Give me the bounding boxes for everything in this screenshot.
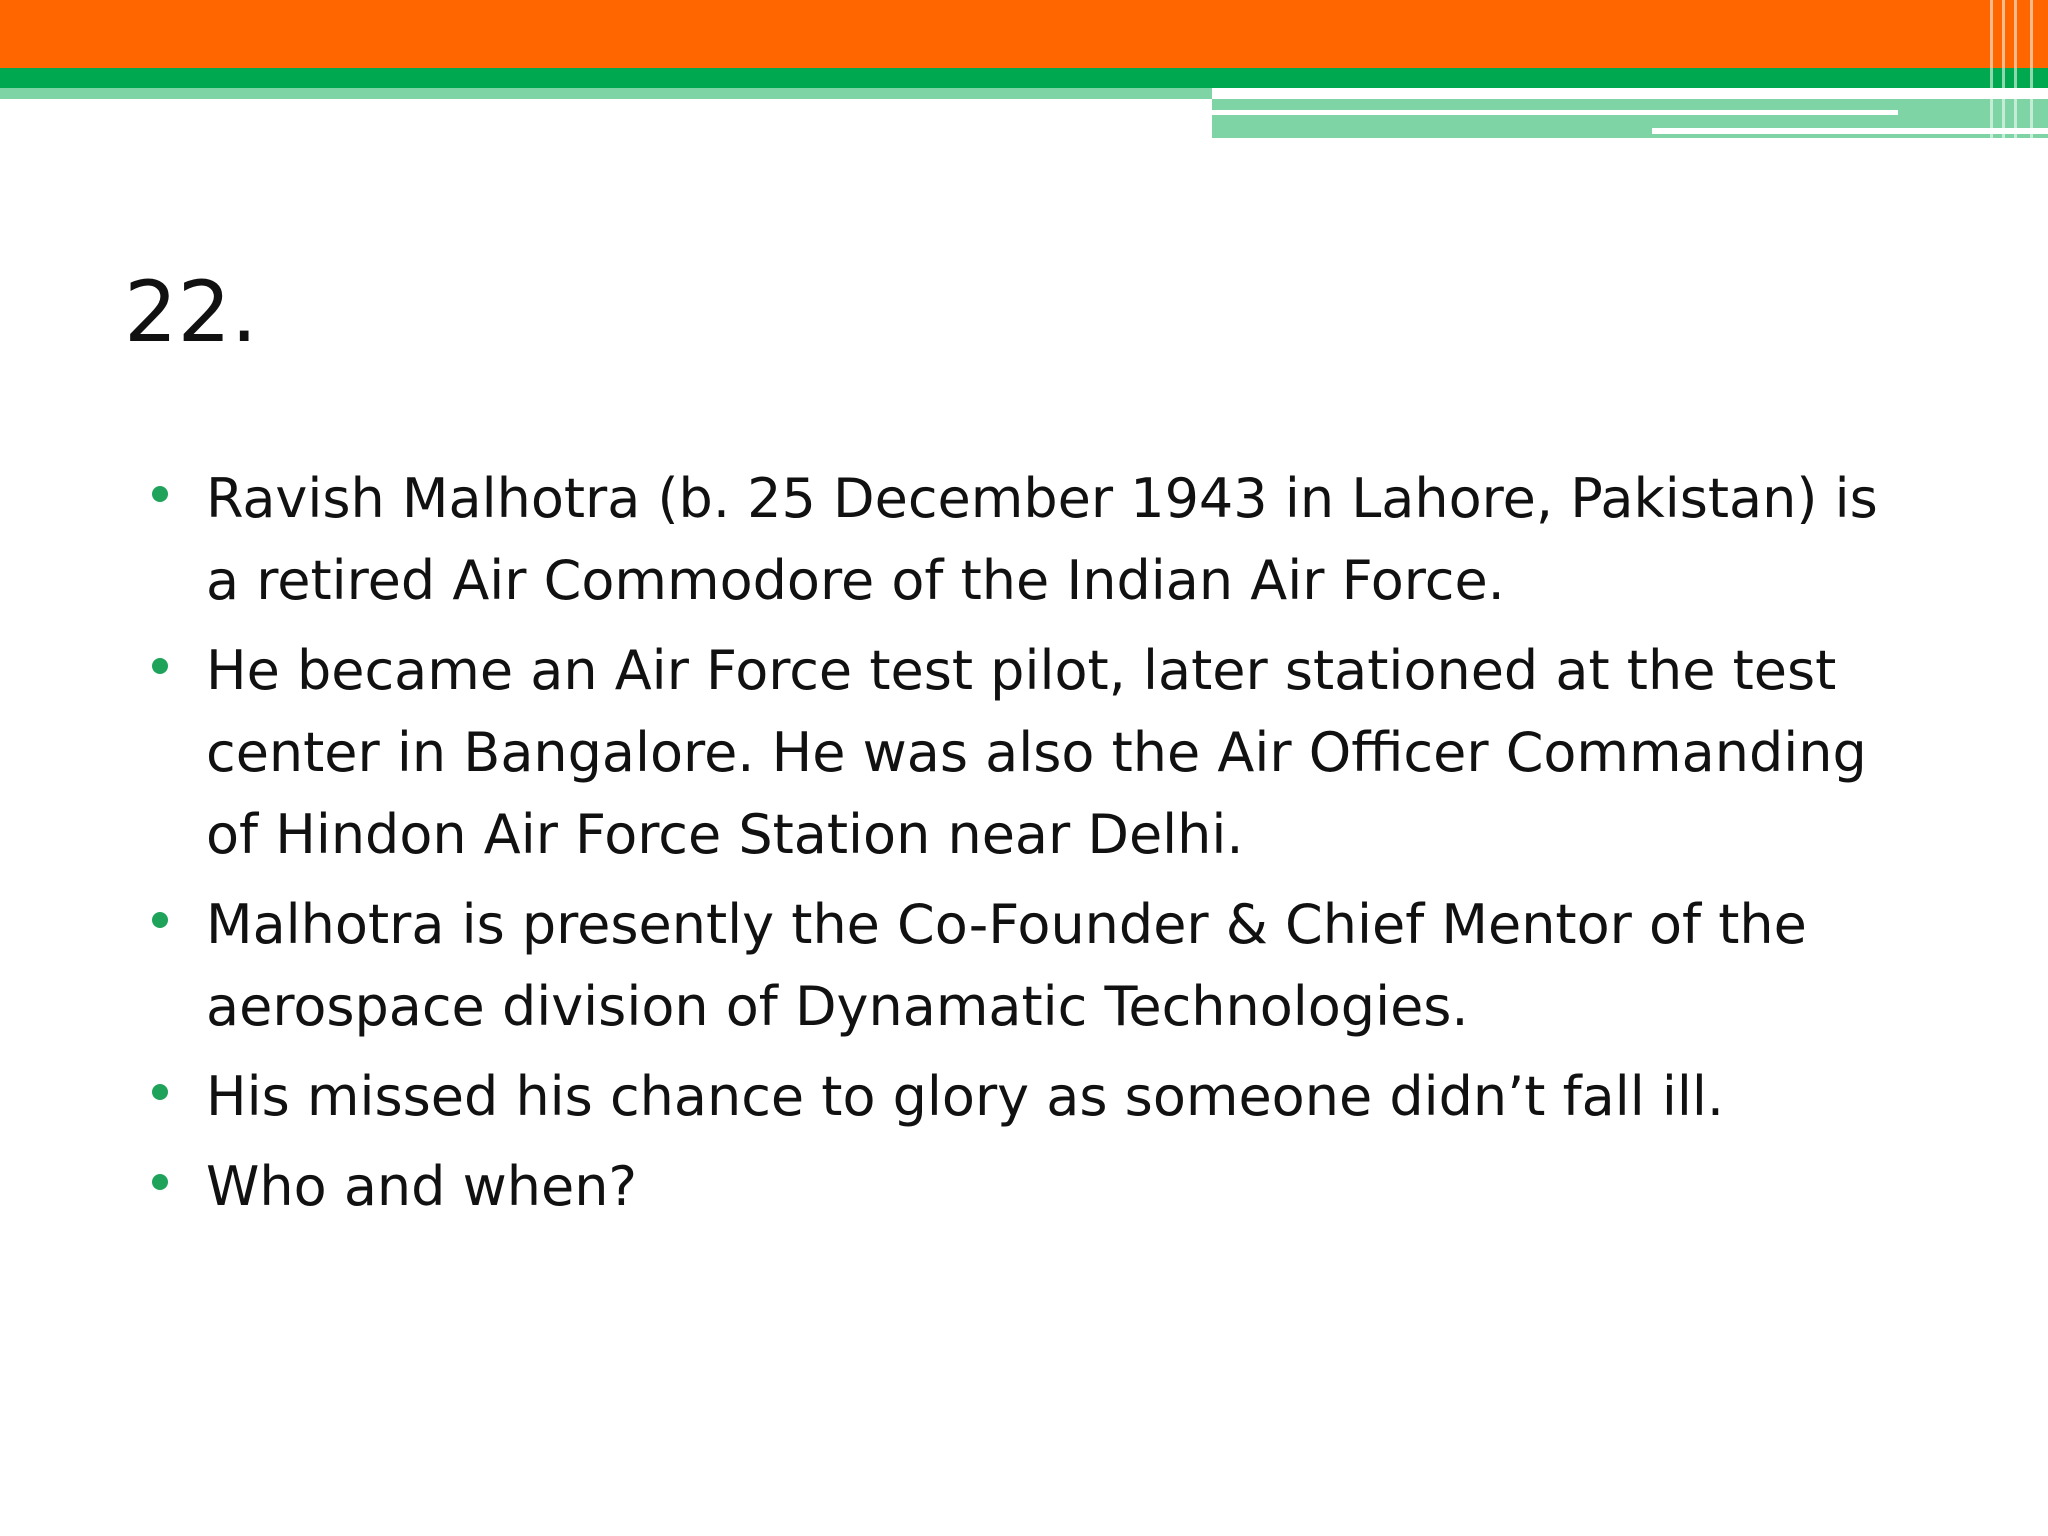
- bullet-item: [150, 884, 1910, 1048]
- header-white-line: [1652, 128, 2048, 134]
- bullet-text: Ravish Malhotra (b. 25 December 1943 in Lahore, Pakistan) is a retired Air Commodore of the Indian Air Force.: [206, 467, 1878, 612]
- bullet-item: [150, 1056, 1910, 1138]
- header-white-line: [1212, 110, 1898, 115]
- bullet-list: [150, 458, 1910, 1236]
- bullet-item: [150, 458, 1910, 622]
- header-edge-stripe: [2014, 0, 2017, 138]
- slide-title: 22.: [124, 263, 258, 361]
- header-green-band: [0, 68, 2048, 88]
- header-edge-stripe: [2030, 0, 2033, 138]
- bullet-item: [150, 1146, 1910, 1228]
- bullet-dot-icon: [152, 1084, 168, 1100]
- header-edge-stripe: [2002, 0, 2005, 138]
- bullet-item: [150, 630, 1910, 876]
- bullet-dot-icon: [152, 658, 168, 674]
- bullet-text: Who and when?: [206, 1155, 638, 1218]
- header-edge-stripe: [1990, 0, 1993, 138]
- bullet-text: He became an Air Force test pilot, later stationed at the test center in Bangalore. He was also the Air Officer Commanding of Hindon Air Force Station near Delhi.: [206, 639, 1867, 866]
- bullet-dot-icon: [152, 1174, 168, 1190]
- bullet-text: His missed his chance to glory as someone didn’t fall ill.: [206, 1065, 1725, 1128]
- bullet-text: Malhotra is presently the Co-Founder & Chief Mentor of the aerospace division of Dynamatic Technologies.: [206, 893, 1807, 1038]
- bullet-dot-icon: [152, 912, 168, 928]
- header-light-green-band-left: [0, 88, 1212, 99]
- bullet-dot-icon: [152, 486, 168, 502]
- header-orange-band: [0, 0, 2048, 68]
